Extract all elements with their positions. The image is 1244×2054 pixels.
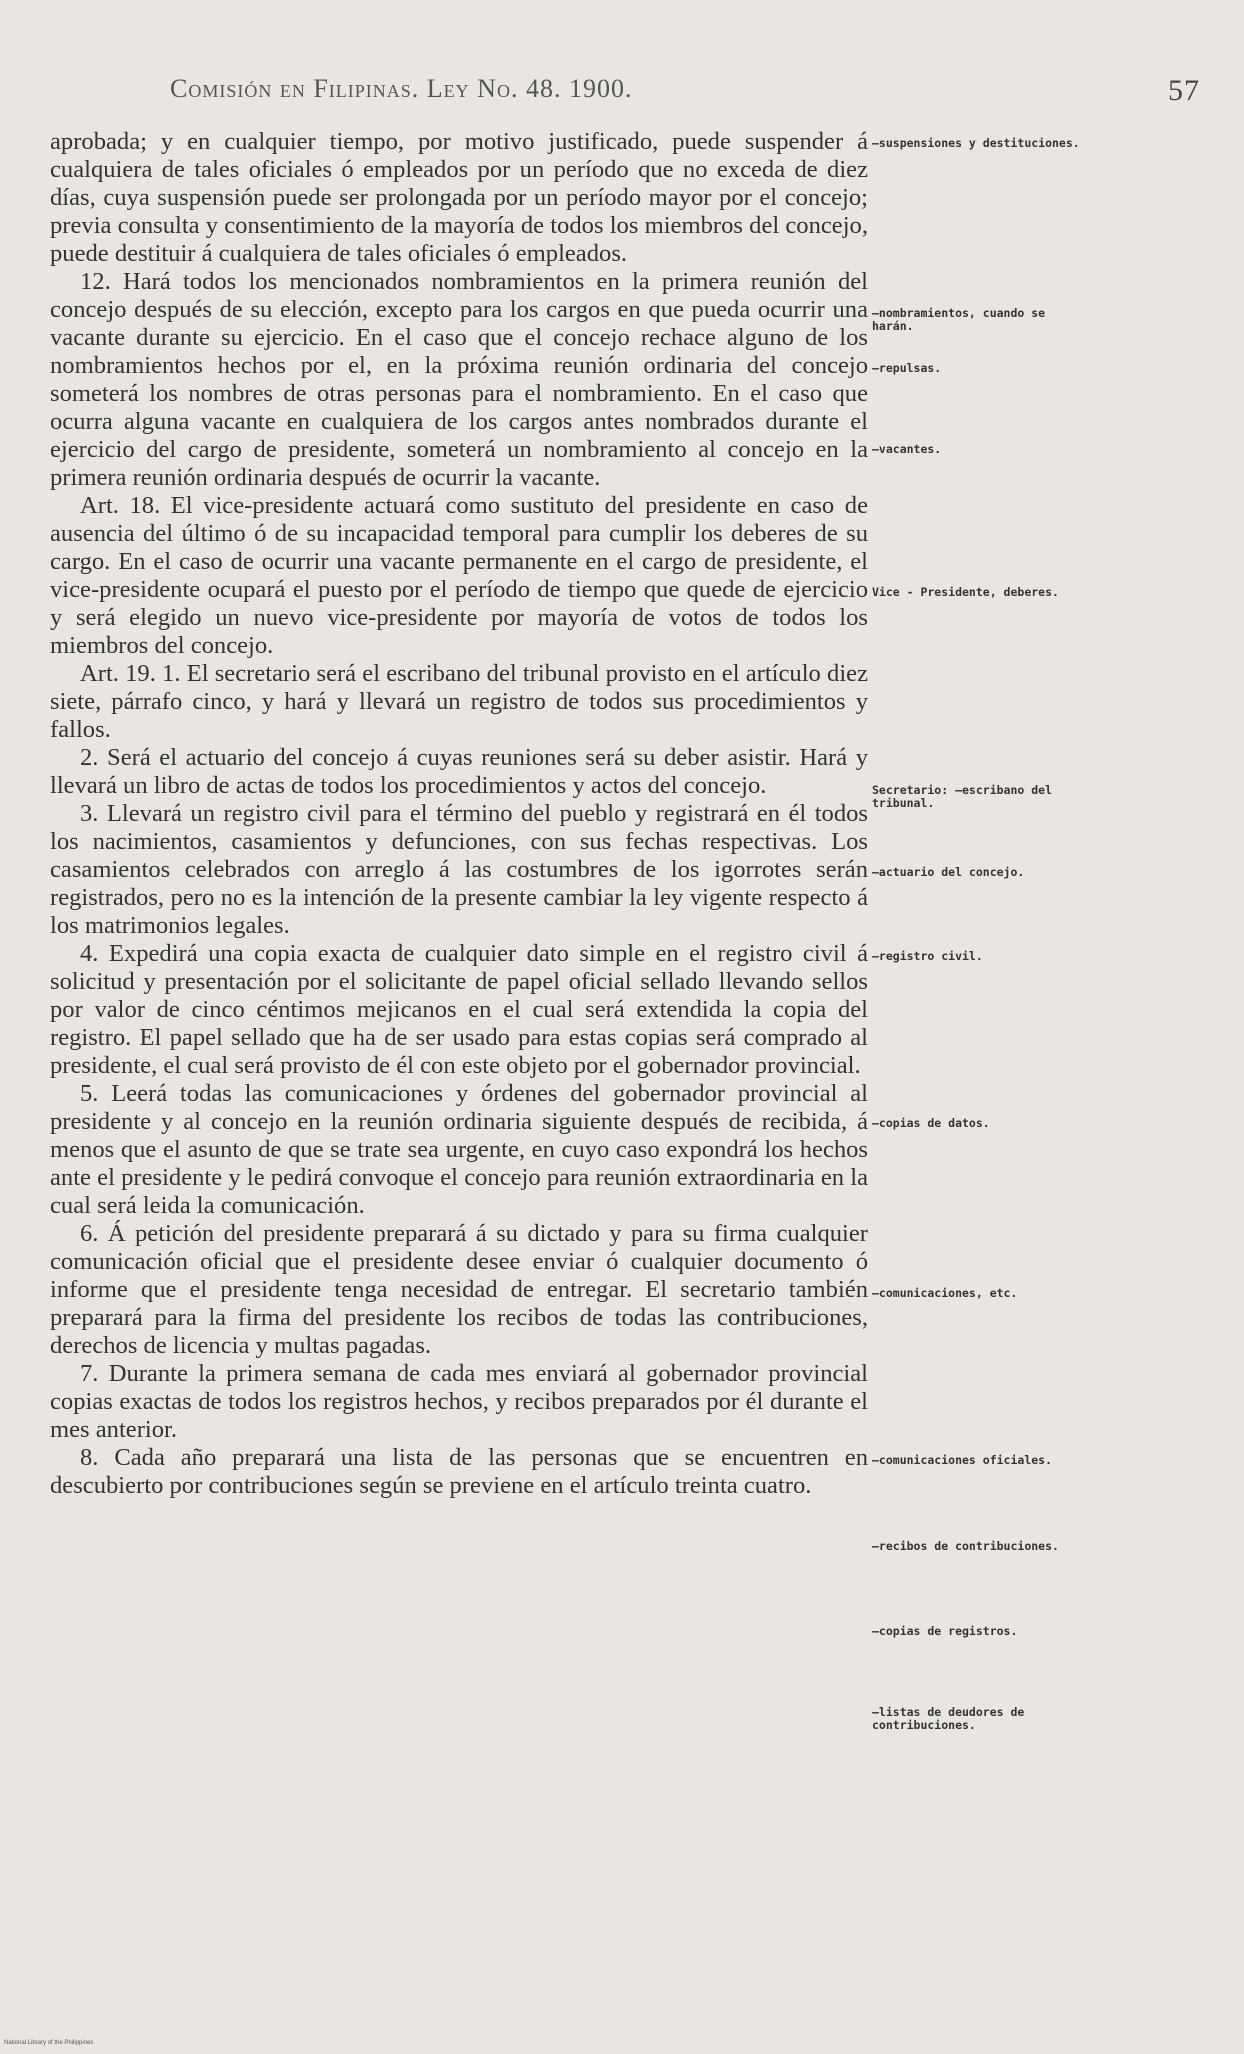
paragraph: 12. Hará todos los mencionados nombramientos en la primera reunión del concejo después de su elección, excepto para los cargos en que pueda ocurrir una vacante durante su ejercicio. En el caso que el concejo rechace alguno de los nombramientos hechos por el, en la próxima reunión ordinaria del concejo someterá los nombres de otras personas para el nombramiento. En el caso que ocurra alguna vacante en cualquiera de los cargos antes nombrados durante el ejercicio del cargo de presidente, someterá un nombramiento al concejo en la primera reunión ordinaria después de ocurrir la vacante.	[50, 268, 868, 491]
margin-note: —listas de deudores de contribuciones.	[872, 1705, 1025, 1732]
paragraph: 8. Cada año preparará una lista de las personas que se encuentren en descubierto por contribuciones según se previene en el artículo treinta cuatro.	[50, 1444, 868, 1499]
paragraph: Art. 19. 1. El secretario será el escribano del tribunal provisto en el artículo diez siete, párrafo cinco, y hará y llevará un registro de todos sus procedimientos y fallos.	[50, 660, 868, 743]
margin-note: —comunicaciones, etc.	[872, 1286, 1018, 1300]
page-header	[170, 74, 1200, 107]
running-head: Comisión en Filipinas. Ley No. 48. 1900.	[170, 74, 633, 103]
margin-note: —copias de registros.	[872, 1624, 1018, 1638]
margin-note: —comunicaciones oficiales.	[872, 1453, 1053, 1467]
margin-note: —copias de datos.	[872, 1116, 990, 1130]
paragraph: 3. Llevará un registro civil para el término del pueblo y registrará en él todos los nacimientos, casamientos y defunciones, con sus fechas respectivas. Los casamientos celebrados con arreglo á las costumbres de los igorrotes serán registrados, pero no es la intención de la presente cambiar la ley vigente respecto á los matrimonios legales.	[50, 800, 868, 939]
margin-note: —repulsas.	[872, 361, 942, 375]
margin-note: —recibos de contribuciones.	[872, 1539, 1059, 1553]
margin-note: —actuario del concejo.	[872, 865, 1025, 879]
paragraph: 6. Á petición del presidente preparará á su dictado y para su firma cualquier comunicación oficial que el presidente desee enviar ó cualquier documento ó informe que el presidente tenga necesidad de entregar. El secretario también preparará para la firma del presidente los recibos de todas las contribuciones, derechos de licencia y multas pagadas.	[50, 1220, 868, 1359]
margin-note: Vice - Presidente, deberes.	[872, 585, 1059, 599]
margin-note: —nombramientos, cuando se harán.	[872, 306, 1046, 333]
margin-note: —registro civil.	[872, 949, 983, 963]
paragraph: aprobada; y en cualquier tiempo, por motivo justificado, puede suspender á cualquiera de tales oficiales ó empleados por un período que no exceda de diez días, cuya suspensión puede ser prolongada por un período mayor por el concejo; previa consulta y consentimiento de la mayoría de todos los miembros del concejo, puede destituir á cualquiera de tales oficiales ó empleados.	[50, 128, 868, 267]
paragraph: 2. Será el actuario del concejo á cuyas reuniones será su deber asistir. Hará y llevará un libro de actas de todos los procedimientos y actos del concejo.	[50, 744, 868, 799]
page-number: 57	[1168, 74, 1200, 107]
margin-note: —suspensiones y destituciones.	[872, 136, 1080, 150]
paragraph: 4. Expedirá una copia exacta de cualquier dato simple en el registro civil á solicitud y presentación por el solicitante de papel oficial sellado llevando sellos por valor de cinco céntimos mejicanos en el cual será extendida la copia del registro. El papel sellado que ha de ser usado para estas copias será comprado al presidente, el cual será provisto de él con este objeto por el gobernador provincial.	[50, 940, 868, 1079]
paragraph: 7. Durante la primera semana de cada mes enviará al gobernador provincial copias exactas de todos los registros hechos, y recibos preparados por él durante el mes anterior.	[50, 1360, 868, 1443]
paragraph: Art. 18. El vice-presidente actuará como sustituto del presidente en caso de ausencia del último ó de su incapacidad temporal para cumplir los deberes de su cargo. En el caso de ocurrir una vacante permanente en el cargo de presidente, el vice-presidente ocupará el puesto por el período de tiempo que quede de ejercicio y será elegido un nuevo vice-presidente por mayoría de votos de todos los miembros del concejo.	[50, 492, 868, 659]
paragraph: 5. Leerá todas las comunicaciones y órdenes del gobernador provincial al presidente y al concejo en la reunión ordinaria siguiente después de recibida, á menos que el asunto de que se trate sea urgente, en cuyo caso expondrá los hechos ante el presidente y le pedirá convoque el concejo para reunión extraordinaria en la cual será leida la comunicación.	[50, 1080, 868, 1219]
margin-note: —vacantes.	[872, 442, 942, 456]
footer-credit: National Library of the Philippines	[4, 2040, 94, 2046]
main-text	[50, 128, 868, 1500]
margin-note: Secretario: —escribano del tribunal.	[872, 783, 1053, 810]
